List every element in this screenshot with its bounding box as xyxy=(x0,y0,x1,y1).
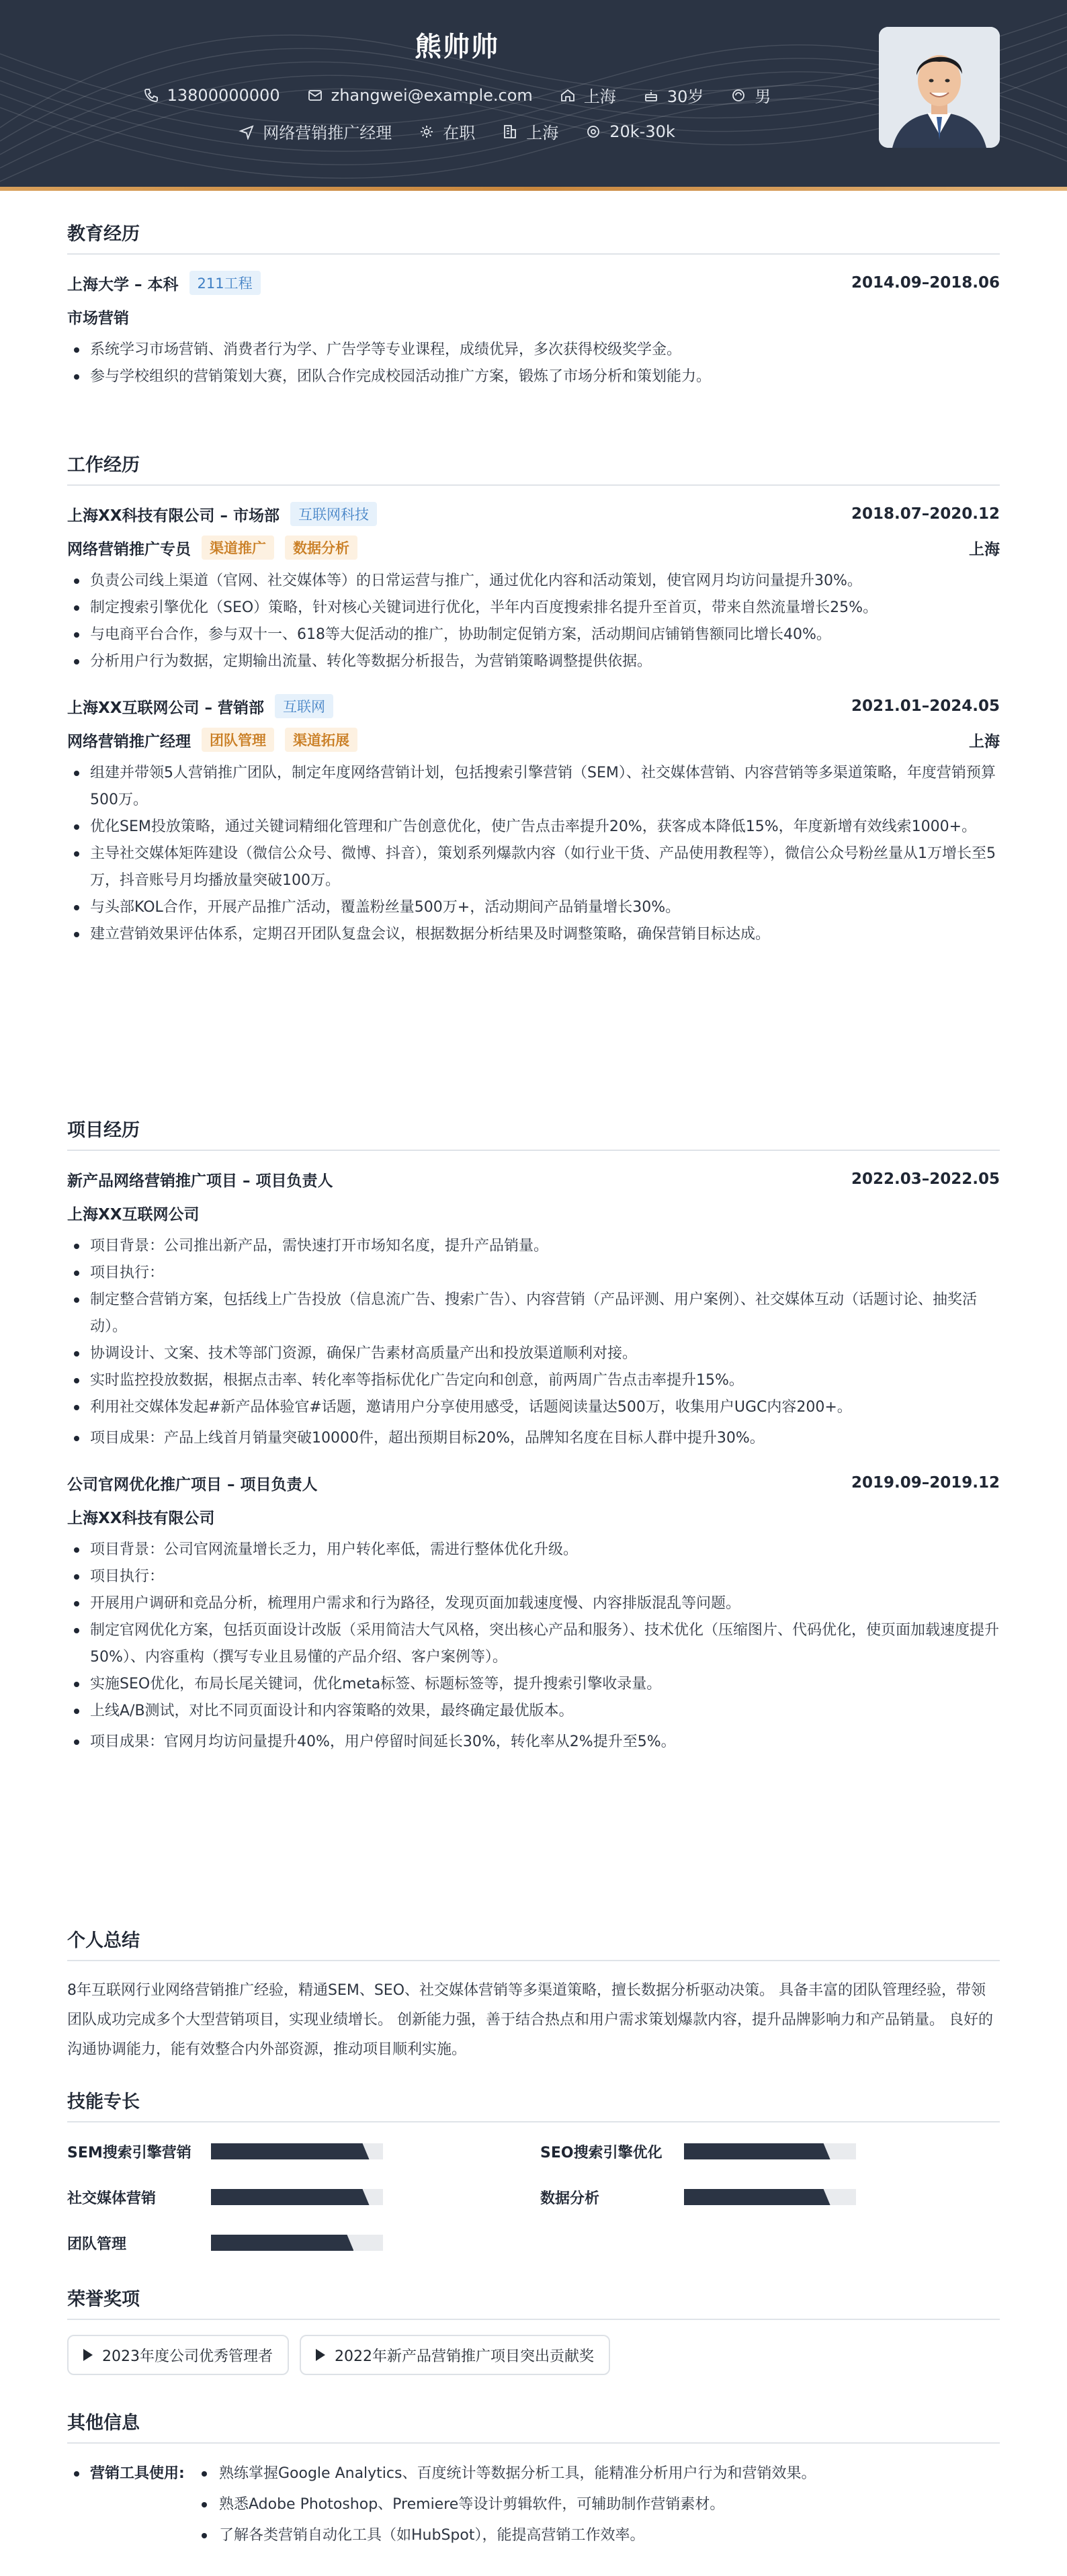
education-major-row xyxy=(67,303,1000,330)
job-date: 2018.07–2020.12 xyxy=(851,505,1000,523)
list-item: 项目成果：官网月均访问量提升40%，用户停留时间延长30%，转化率从2%提升至5%。 xyxy=(67,1729,1000,1756)
gender-icon xyxy=(730,87,746,103)
avatar-portrait xyxy=(879,27,1000,148)
city-text: 上海 xyxy=(583,87,616,106)
candidate-name: 熊帅帅 xyxy=(415,32,499,62)
skill-name: SEM搜索引擎营销 xyxy=(67,2144,191,2161)
job-skill-tag: 渠道拓展 xyxy=(285,728,357,752)
coin-icon xyxy=(585,124,601,140)
skill-bar xyxy=(211,2143,383,2159)
skill-bar xyxy=(211,2235,383,2251)
skill-bar-fill xyxy=(684,2189,830,2205)
email-text: zhangwei@example.com xyxy=(331,85,533,105)
section-title-skills: 技能专长 xyxy=(67,2087,1000,2122)
education-entry-head xyxy=(67,269,1000,296)
header-accent-line xyxy=(0,187,1067,191)
job-company: 上海XX科技有限公司 – 市场部 xyxy=(67,507,280,525)
skill-bar-fill xyxy=(211,2189,370,2205)
job-city: 上海 xyxy=(969,540,1000,558)
skill-bar-fill xyxy=(684,2143,830,2159)
list-item: 项目执行： xyxy=(67,1563,1000,1590)
list-item: 与电商平台合作，参与双十一、618等大促活动的推广，协助制定促销方案，活动期间店铺销售额同比增长40%。 xyxy=(67,621,1000,648)
section-title-other: 其他信息 xyxy=(67,2408,1000,2444)
projects-section xyxy=(67,1115,1000,1756)
status-item xyxy=(419,120,475,143)
skill-item xyxy=(540,2183,1000,2211)
job-position-wrap xyxy=(67,728,357,752)
job-skill-tag: 渠道推广 xyxy=(202,535,274,560)
skill-item xyxy=(67,2183,540,2211)
job-skill-tag: 团队管理 xyxy=(202,728,274,752)
award-text: 2023年度公司优秀管理者 xyxy=(102,2348,273,2365)
skill-bar-fill xyxy=(211,2235,353,2251)
list-item: 上线A/B测试，对比不同页面设计和内容策略的效果，最终确定最优版本。 xyxy=(67,1698,1000,1725)
phone-item xyxy=(143,83,280,107)
job-company-wrap xyxy=(67,502,377,526)
list-item: 系统学习市场营销、消费者行为学、广告学等专业课程，成绩优异，多次获得校级奖学金。 xyxy=(67,337,1000,363)
job-position-row xyxy=(67,726,1000,753)
target-city-item xyxy=(502,120,558,143)
project-company: 上海XX科技有限公司 xyxy=(67,1509,215,1527)
summary-text: 8年互联网行业网络营销推广经验，精通SEM、SEO、社交媒体营销等多渠道策略，擅长数据分析驱动决策。 具备丰富的团队管理经验，带领团队成功完成多个大型营销项目，实现业绩增长。 创新能力强，善于结合热点和用户需求策划爆款内容，提升品牌影响力和产品销量。 良好的沟通协调能力，能有效整合内外部资源，推动项目顺利实施。 xyxy=(67,1982,993,2058)
phone-icon xyxy=(143,87,159,103)
target-city-text: 上海 xyxy=(526,124,559,142)
list-item: 开展用户调研和竞品分析，梳理用户需求和行为路径，发现页面加载速度慢、内容排版混乱等问题。 xyxy=(67,1590,1000,1617)
job-bullets xyxy=(67,568,1000,675)
other-label: 营销工具使用: xyxy=(67,2458,195,2551)
gender-item xyxy=(730,83,771,107)
resume-header xyxy=(0,0,1067,191)
skill-name: 社交媒体营销 xyxy=(67,2190,157,2207)
summary-section xyxy=(67,1926,1000,2065)
school-tag: 211工程 xyxy=(189,271,261,295)
job-industry-tag: 互联网科技 xyxy=(290,502,377,526)
home-icon xyxy=(560,87,576,103)
award-badge xyxy=(300,2335,610,2375)
section-title-education: 教育经历 xyxy=(67,219,1000,255)
skill-bar-fill xyxy=(211,2143,370,2159)
job-company: 上海XX互联网公司 – 营销部 xyxy=(67,699,264,717)
job-industry-tag: 互联网 xyxy=(275,694,333,718)
education-section xyxy=(67,219,1000,390)
status-text: 在职 xyxy=(443,124,476,142)
section-title-summary: 个人总结 xyxy=(67,1926,1000,1961)
job-entry-head xyxy=(67,501,1000,527)
school-name: 上海大学 – 本科 xyxy=(67,275,179,294)
project-company-row xyxy=(67,1503,1000,1530)
skill-name: 团队管理 xyxy=(67,2235,127,2253)
salary-item xyxy=(585,120,675,143)
avatar xyxy=(879,27,1000,148)
section-title-work: 工作经历 xyxy=(67,450,1000,486)
education-date: 2014.09–2018.06 xyxy=(851,274,1000,292)
section-title-awards: 荣誉奖项 xyxy=(67,2284,1000,2320)
job-company-wrap xyxy=(67,694,333,718)
skill-bar xyxy=(684,2143,856,2159)
skill-item xyxy=(67,2229,540,2257)
project-entry-head xyxy=(67,1469,1000,1496)
list-item: 制定官网优化方案，包括页面设计改版（采用简洁大气风格，突出核心产品和服务）、技术优化（压缩图片、代码优化，使页面加载速度提升50%）、内容重构（撰写专业且易懂的产品介绍、客户案例等）。 xyxy=(67,1617,1000,1671)
list-item: 熟练掌握Google Analytics、百度统计等数据分析工具，能精准分析用户行为和营销效果。 xyxy=(195,2458,816,2489)
project-company-row xyxy=(67,1199,1000,1226)
mail-icon xyxy=(307,87,323,103)
project-bullets xyxy=(67,1233,1000,1452)
list-item: 实时监控投放数据，根据点击率、转化率等指标优化广告定向和创意，前两周广告点击率提升15%。 xyxy=(67,1367,1000,1394)
list-item: 实施SEO优化，布局长尾关键词，优化meta标签、标题标签等，提升搜索引擎收录量。 xyxy=(67,1671,1000,1698)
skill-bar xyxy=(211,2189,383,2205)
award-text: 2022年新产品营销推广项目突出贡献奖 xyxy=(335,2348,594,2365)
awards-list xyxy=(67,2335,1000,2375)
list-item: 项目成果：产品上线首月销量突破10000件，超出预期目标20%，品牌知名度在目标人群中提升30%。 xyxy=(67,1425,1000,1452)
list-item: 项目背景：公司官网流量增长乏力，用户转化率低，需进行整体优化升级。 xyxy=(67,1537,1000,1563)
work-section xyxy=(67,450,1000,948)
job-city: 上海 xyxy=(969,732,1000,750)
project-date: 2019.09–2019.12 xyxy=(851,1474,1000,1492)
skill-item xyxy=(540,2137,1000,2165)
city-item xyxy=(560,83,616,107)
project-date: 2022.03–2022.05 xyxy=(851,1170,1000,1188)
project-name: 公司官网优化推广项目 – 项目负责人 xyxy=(67,1475,318,1494)
education-school-wrap xyxy=(67,271,261,295)
other-list xyxy=(195,2458,816,2551)
phone-text: 13800000000 xyxy=(167,85,280,105)
gear-icon xyxy=(419,124,435,140)
age-text: 30岁 xyxy=(667,87,704,106)
list-item: 利用社交媒体发起#新产品体验官#话题，邀请用户分享使用感受，话题阅读量达500万，收集用户UGC内容200+。 xyxy=(67,1394,1000,1421)
skill-bar xyxy=(684,2189,856,2205)
play-triangle-icon xyxy=(316,2349,325,2361)
project-bullets xyxy=(67,1537,1000,1756)
job-skill-tag: 数据分析 xyxy=(285,535,357,560)
project-company: 上海XX互联网公司 xyxy=(67,1205,200,1223)
contact-row xyxy=(0,83,914,107)
award-badge xyxy=(67,2335,289,2375)
list-item: 优化SEM投放策略，通过关键词精细化管理和广告创意优化，使广告点击率提升20%，获客成本降低15%，年度新增有效线索1000+。 xyxy=(67,814,1000,841)
job-position-wrap xyxy=(67,535,357,560)
awards-section xyxy=(67,2284,1000,2375)
list-item: 参与学校组织的营销策划大赛，团队合作完成校园活动推广方案，锻炼了市场分析和策划能力。 xyxy=(67,363,1000,390)
list-item: 主导社交媒体矩阵建设（微信公众号、微博、抖音），策划系列爆款内容（如行业干货、产品使用教程等），微信公众号粉丝量从1万增长至5万，抖音账号月均播放量突破100万。 xyxy=(67,841,1000,894)
list-item: 分析用户行为数据，定期输出流量、转化等数据分析报告，为营销策略调整提供依据。 xyxy=(67,648,1000,675)
list-item: 项目执行： xyxy=(67,1260,1000,1287)
job-position: 网络营销推广经理 xyxy=(67,732,191,750)
list-item: 负责公司线上渠道（官网、社交媒体等）的日常运营与推广，通过优化内容和活动策划，使官网月均访问量提升30%。 xyxy=(67,568,1000,595)
list-item: 与头部KOL合作，开展产品推广活动，覆盖粉丝量500万+，活动期间产品销量增长30%。 xyxy=(67,894,1000,921)
cake-icon xyxy=(643,87,659,103)
list-item: 制定整合营销方案，包括线上广告投放（信息流广告、搜索广告）、内容营销（产品评测、用户案例）、社交媒体互动（话题讨论、抽奖活动）。 xyxy=(67,1287,1000,1340)
other-info xyxy=(67,2458,1000,2551)
job-date: 2021.01–2024.05 xyxy=(851,697,1000,715)
section-title-projects: 项目经历 xyxy=(67,1115,1000,1151)
target-job-text: 网络营销推广经理 xyxy=(263,124,392,142)
list-item: 建立营销效果评估体系，定期召开团队复盘会议，根据数据分析结果及时调整策略，确保营销目标达成。 xyxy=(67,921,1000,948)
send-icon xyxy=(239,124,255,140)
job-entry-head xyxy=(67,693,1000,720)
age-item xyxy=(643,83,704,107)
salary-text: 20k-30k xyxy=(609,122,675,141)
list-item: 制定搜索引擎优化（SEO）策略，针对核心关键词进行优化，半年内百度搜索排名提升至首页，带来自然流量增长25%。 xyxy=(67,595,1000,621)
major: 市场营销 xyxy=(67,309,129,327)
list-item: 熟悉Adobe Photoshop、Premiere等设计剪辑软件，可辅助制作营销素材。 xyxy=(195,2489,816,2520)
skill-name: 数据分析 xyxy=(540,2190,600,2207)
job-position: 网络营销推广专员 xyxy=(67,540,191,558)
job-intention-row xyxy=(0,120,914,143)
skill-name: SEO搜索引擎优化 xyxy=(540,2144,663,2161)
building-icon xyxy=(502,124,518,140)
job-position-row xyxy=(67,534,1000,561)
project-name: 新产品网络营销推广项目 – 项目负责人 xyxy=(67,1172,333,1190)
list-item: 了解各类营销自动化工具（如HubSpot），能提高营销工作效率。 xyxy=(195,2520,816,2551)
target-job-item xyxy=(239,120,392,143)
skill-item xyxy=(67,2137,540,2165)
education-bullets xyxy=(67,337,1000,390)
skills-grid xyxy=(67,2137,1000,2257)
play-triangle-icon xyxy=(83,2349,93,2361)
list-item: 项目背景：公司推出新产品，需快速打开市场知名度，提升产品销量。 xyxy=(67,1233,1000,1260)
list-item: 组建并带领5人营销推广团队，制定年度网络营销计划，包括搜索引擎营销（SEM）、社交媒体营销、内容营销等多渠道策略，年度营销预算500万。 xyxy=(67,760,1000,814)
other-section xyxy=(67,2408,1000,2551)
list-item: 协调设计、文案、技术等部门资源，确保广告素材高质量产出和投放渠道顺利对接。 xyxy=(67,1340,1000,1367)
email-item xyxy=(307,83,533,107)
skills-section xyxy=(67,2087,1000,2257)
project-entry-head xyxy=(67,1166,1000,1193)
job-bullets xyxy=(67,760,1000,948)
gender-text: 男 xyxy=(755,87,771,106)
